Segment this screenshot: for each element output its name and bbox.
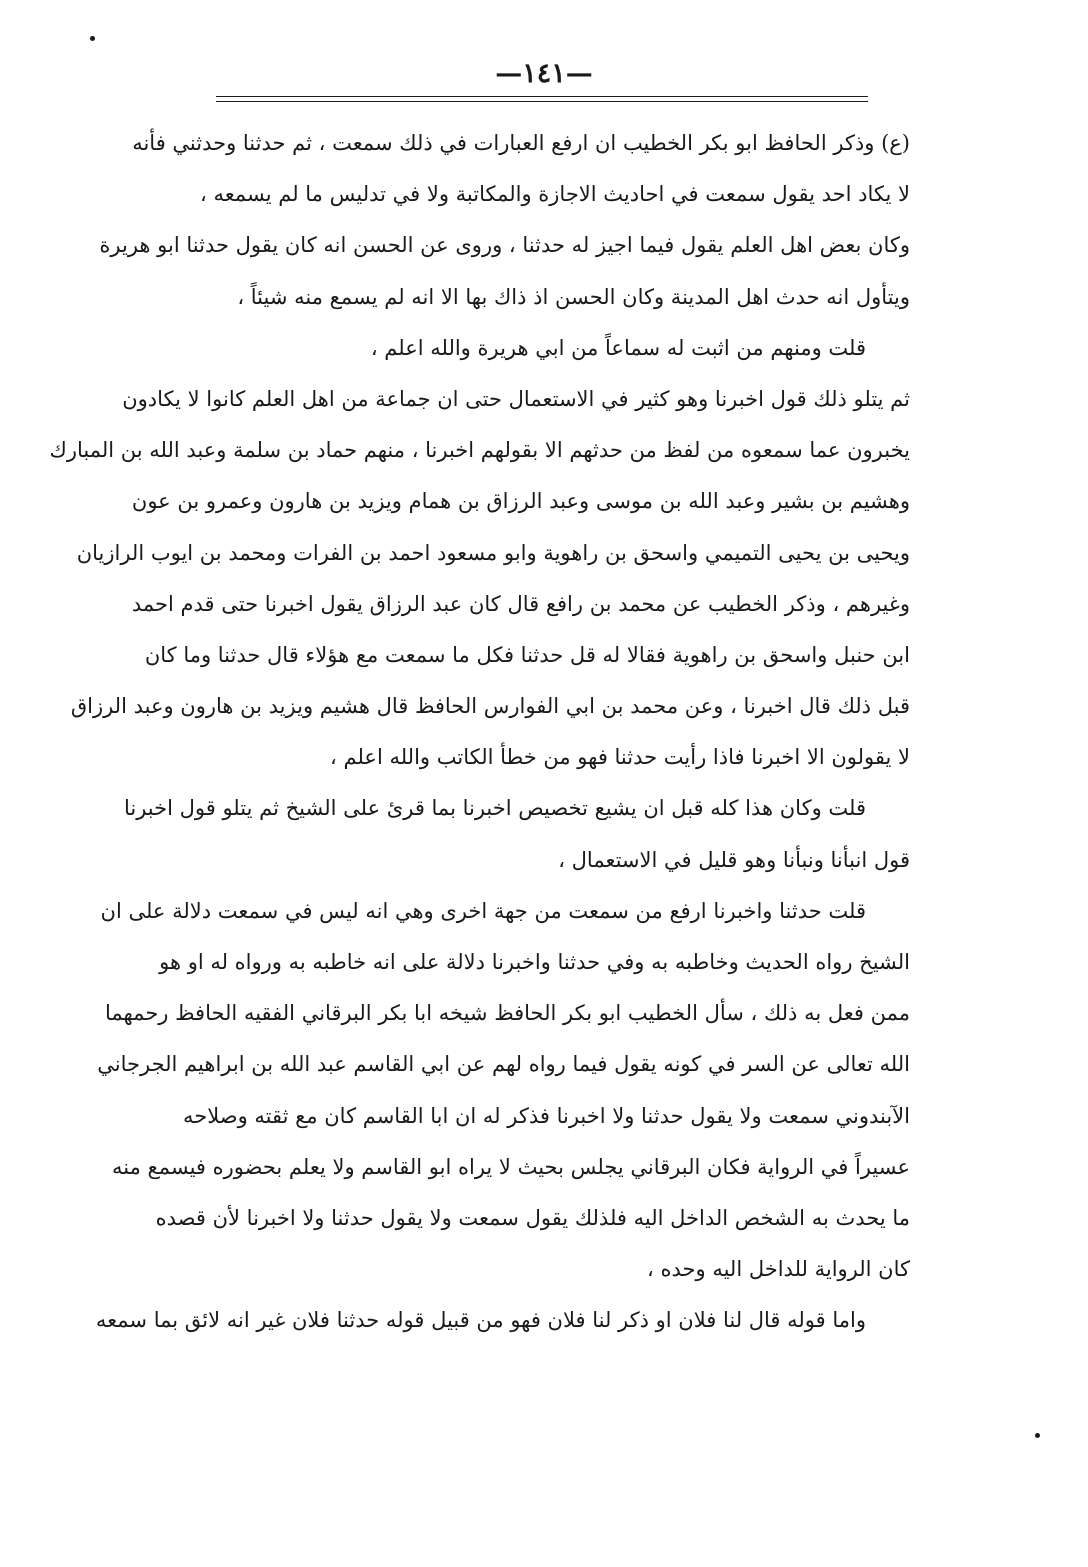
header-rule-bottom xyxy=(216,101,868,102)
text-line: ممن فعل به ذلك ، سأل الخطيب ابو بكر الحافظ شيخه ابا بكر البرقاني الفقيه الحافظ رحمهما xyxy=(104,1001,910,1026)
header-rule-top xyxy=(216,96,868,97)
text-line: (ع) وذكر الحافظ ابو بكر الخطيب ان ارفع العبارات في ذلك سمعت ، ثم حدثنا وحدثني فأنه xyxy=(132,131,910,155)
text-line: قبل ذلك قال اخبرنا ، وعن محمد بن ابي الفوارس الحافظ قال هشيم ويزيد بن هارون وعبد الرزاق xyxy=(70,694,910,719)
body-text xyxy=(49,118,910,1347)
text-line: كان الرواية للداخل اليه وحده ، xyxy=(647,1257,910,1282)
text-line: ما يحدث به الشخص الداخل اليه فلذلك يقول سمعت ولا يقول حدثنا ولا اخبرنا لأن قصده xyxy=(155,1205,910,1230)
text-line: قول انبأنا ونبأنا وهو قليل في الاستعمال ، xyxy=(558,847,910,872)
text-line: وكان بعض اهل العلم يقول فيما اجيز له حدثنا ، وروى عن الحسن انه كان يقول حدثنا ابو هريرة xyxy=(99,233,910,258)
text-line: يخبرون عما سمعوه من لفظ من حدثهم الا بقولهم اخبرنا ، منهم حماد بن سلمة وعبد الله بن المبارك xyxy=(49,438,910,463)
text-line: ويتأول انه حدث اهل المدينة وكان الحسن اذ ذاك بها الا انه لم يسمع منه شيئاً ، xyxy=(237,284,910,309)
text-line: لا يقولون الا اخبرنا فاذا رأيت حدثنا فهو من خطأ الكاتب والله اعلم ، xyxy=(330,745,910,770)
text-line: عسيراً في الرواية فكان البرقاني يجلس بحيث لا يراه ابو القاسم ولا يعلم بحضوره فيسمع منه xyxy=(112,1154,910,1179)
page-number: —١٤١— xyxy=(495,58,593,89)
text-line: الله تعالى عن السر في كونه يقول فيما رواه لهم عن ابي القاسم عبد الله بن ابراهيم الجرجاني xyxy=(97,1052,910,1077)
text-line: لا يكاد احد يقول سمعت في احاديث الاجازة والمكاتبة ولا في تدليس ما لم يسمعه ، xyxy=(199,182,910,207)
scan-speck xyxy=(1035,1433,1040,1438)
text-line: ويحيى بن يحيى التميمي واسحق بن راهوية وابو مسعود احمد بن الفرات ومحمد بن ايوب الرازيان xyxy=(76,540,910,565)
text-line: الشيخ رواه الحديث وخاطبه به وفي حدثنا واخبرنا دلالة على انه خاطبه به ورواه له او هو xyxy=(159,950,910,974)
text-line: ثم يتلو ذلك قول اخبرنا وهو كثير في الاستعمال حتى ان جماعة من اهل العلم كانوا لا يكادون xyxy=(122,386,910,411)
text-line: وغيرهم ، وذكر الخطيب عن محمد بن رافع قال كان عبد الرزاق يقول اخبرنا حتى قدم احمد xyxy=(131,591,910,616)
text-line: وهشيم بن بشير وعبد الله بن موسى وعبد الرزاق بن همام ويزيد بن هارون وعمرو بن عون xyxy=(131,489,910,514)
text-line: قلت حدثنا واخبرنا ارفع من سمعت من جهة اخرى وهي انه ليس في سمعت دلالة على ان xyxy=(100,898,866,923)
text-line: ابن حنبل واسحق بن راهوية فقالا له قل حدثنا فكل ما سمعت مع هؤلاء قال حدثنا وما كان xyxy=(144,642,910,667)
text-line: قلت وكان هذا كله قبل ان يشيع تخصيص اخبرنا بما قرئ على الشيخ ثم يتلو قول اخبرنا xyxy=(123,796,866,821)
text-line: قلت ومنهم من اثبت له سماعاً من ابي هريرة والله اعلم ، xyxy=(370,335,866,360)
text-line: واما قوله قال لنا فلان او ذكر لنا فلان فهو من قبيل قوله حدثنا فلان غير انه لائق بما سمعه xyxy=(95,1308,866,1333)
text-line: الآبندوني سمعت ولا يقول حدثنا ولا اخبرنا فذكر له ان ابا القاسم كان مع ثقته وصلاحه xyxy=(182,1103,910,1128)
scan-speck xyxy=(90,36,95,41)
